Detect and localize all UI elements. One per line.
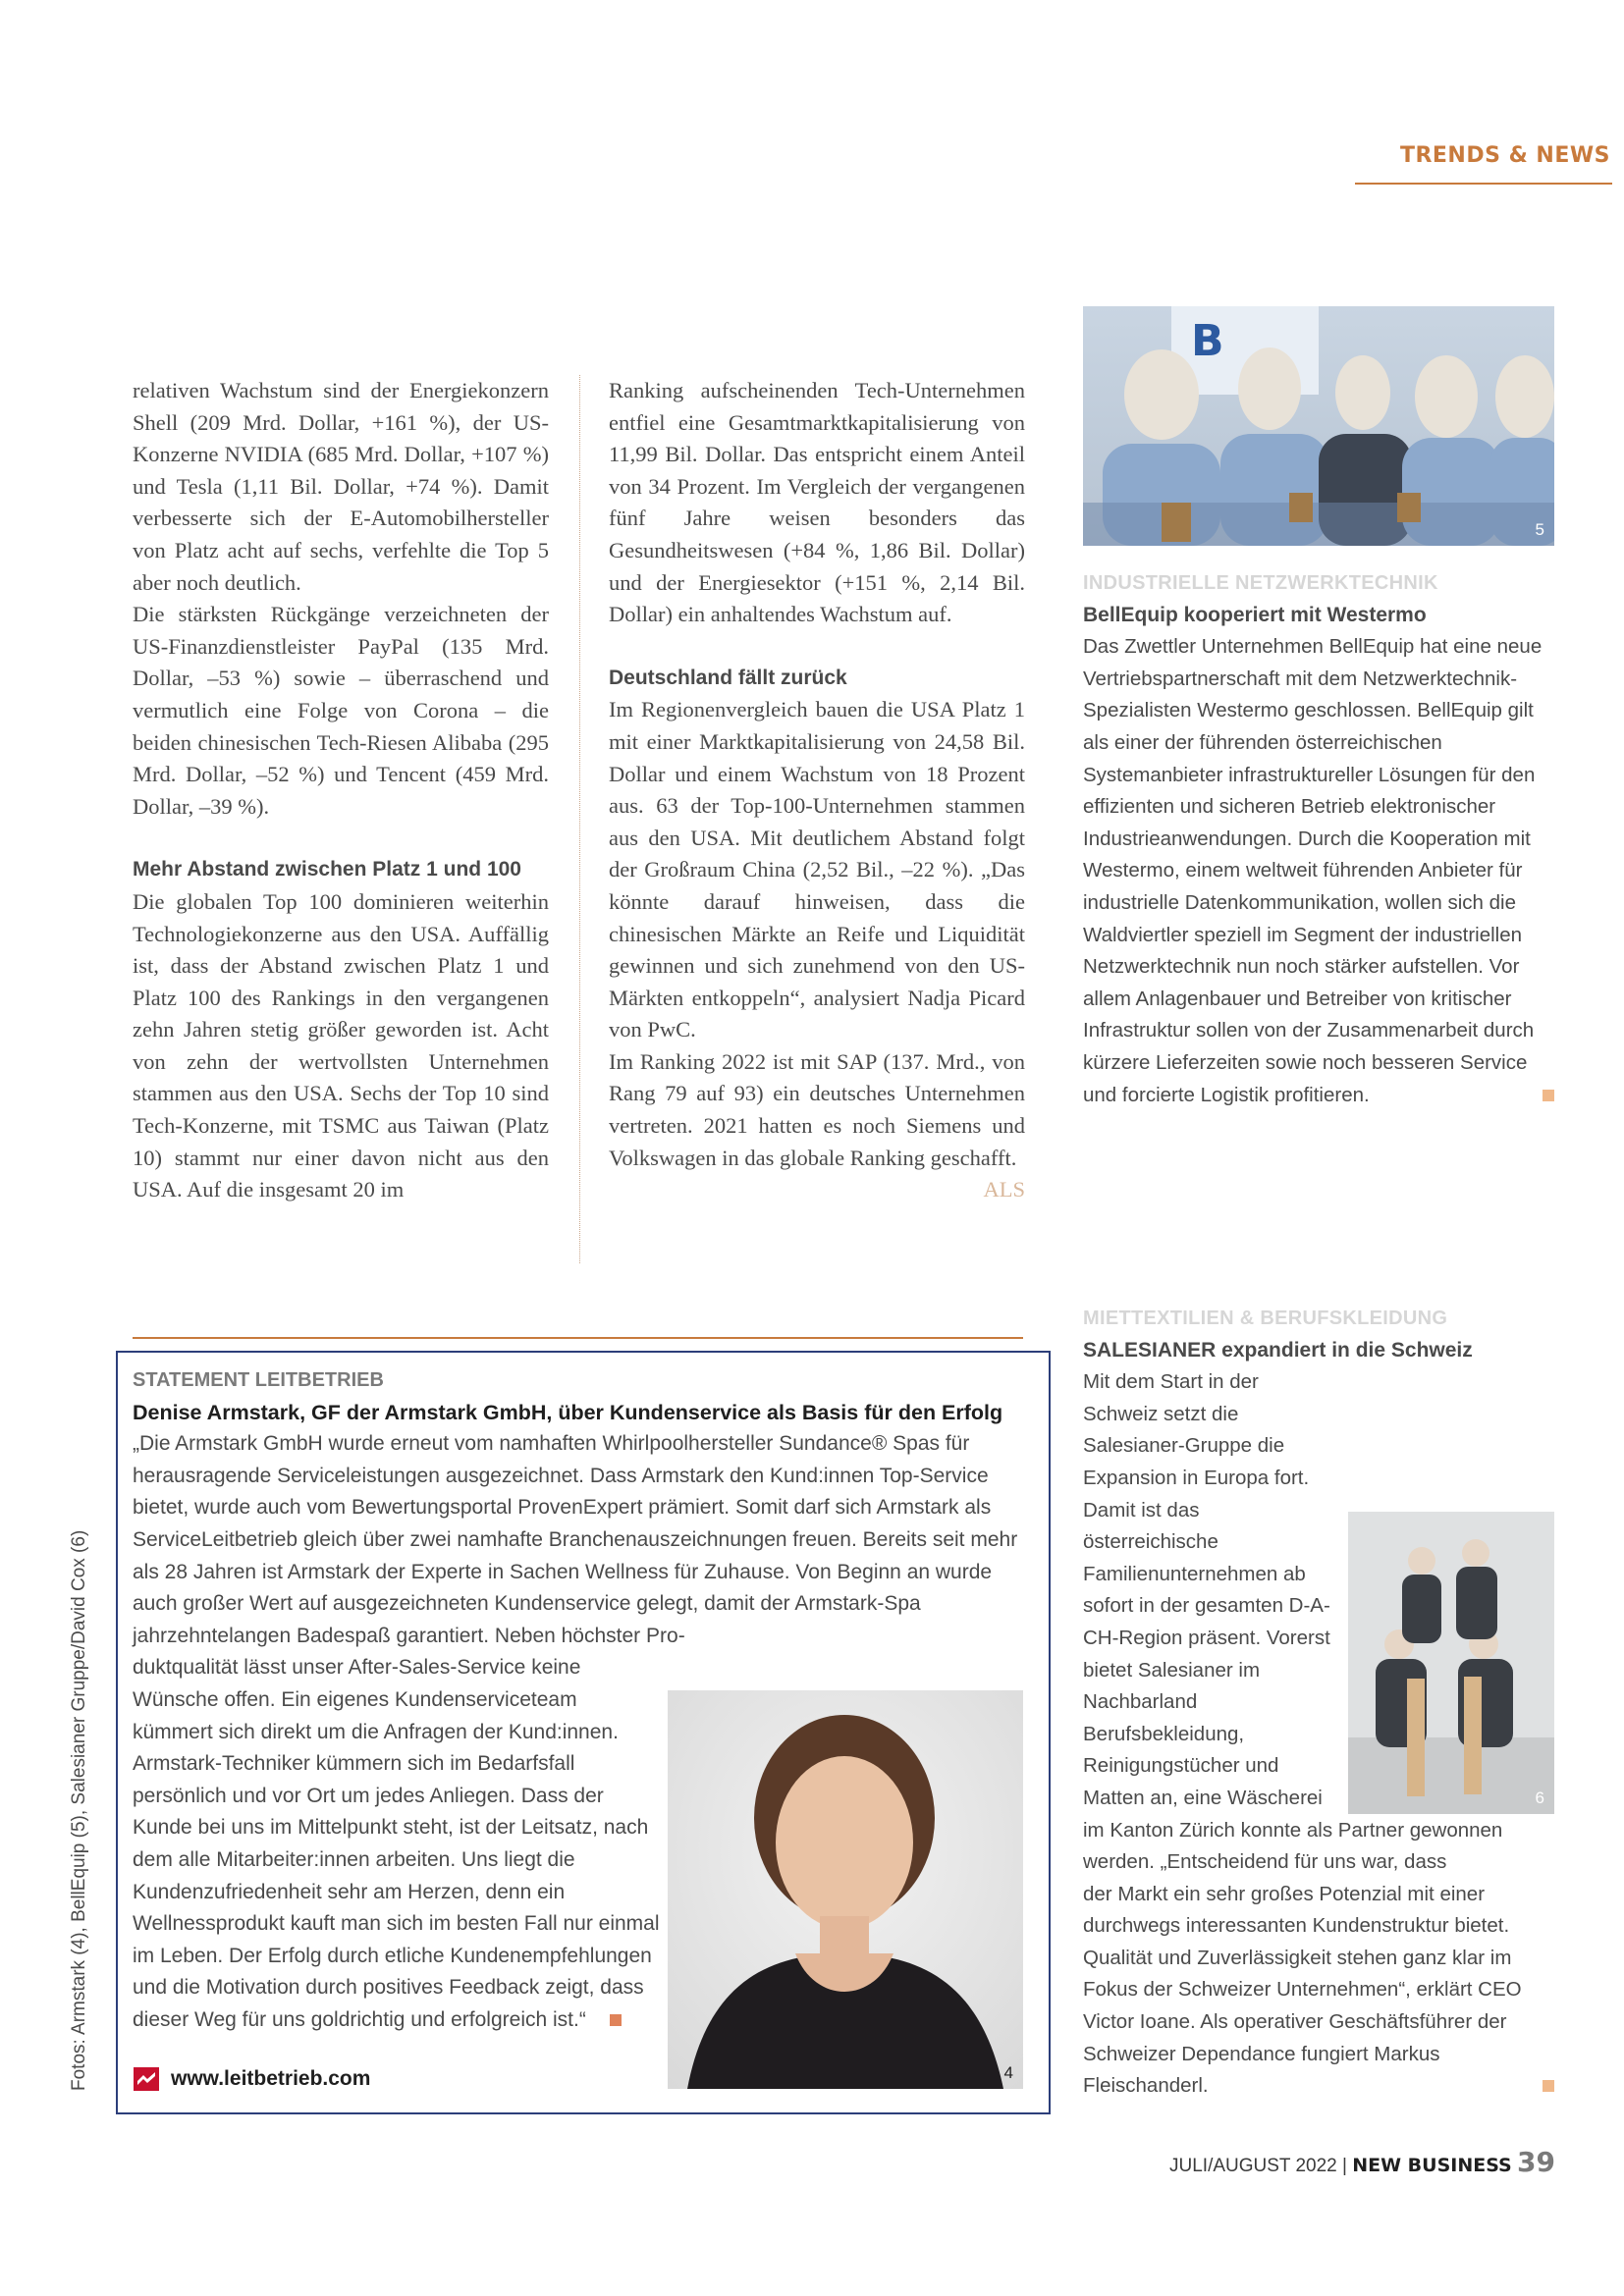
article-paragraph: Im Regionenvergleich bauen die USA Platz 1 mit einer Marktkapitalisierung von 24,58 Bil. Dollar und einem Wachstum von 18 Prozent aus. 63 der Top-100-Unternehmen stammen aus den USA. Mit deutlichem Abstand folgt der Großraum China (2,52 Bil., –22 %). „Das könnte darauf hinweisen, dass die chinesischen Märkte an Reife und Liquidität gewinnen und sich zunehmend von den US-Märkten entkoppeln“, analysiert Nadja Picard von PwC. [609,697,1025,1042]
article-column-1 [133,375,549,1206]
statement-body: duktqualität lässt unser After-Sales-Service keine Wünsche offen. Ein eigenes Kundenserviceteam kümmert sich direkt um die Anfragen der Kund:innen. Armstark-Techniker kümmern sich im Bedarfsfall persönlich und vor Ort um jedes Anliegen. Dass der Kunde bei uns im Mittelpunkt steht, ist der Leitsatz, nach dem alle Mitarbeiter:innen arbeiten. Uns liegt die Kundenzufriedenheit sehr am Herzen, denn ein Wellnessprodukt kauft man sich im besten Fall nur einmal im Leben. Der Erfolg durch etliche Kundenempfehlungen und die Motivation durch positives Feedback zeigt, dass dieser Weg für uns goldrichtig und erfolgreich ist.“ [133,1656,660,2031]
salesianer-team-photo [1348,1512,1554,1814]
statement-headline: Denise Armstark, GF der Armstark GmbH, über Kundenservice als Basis für den Erfolg [133,1400,1003,1424]
end-mark-icon [1543,2080,1554,2092]
photo-number: 5 [1535,520,1544,539]
page-footer [1169,2146,1555,2178]
story-kicker: MIETTEXTILIEN & BERUFSKLEIDUNG [1083,1308,1448,1329]
footer-separator: | [1342,2156,1347,2176]
group-photo-image [1083,306,1554,546]
group-photo-image [1348,1512,1554,1814]
photo-number: 6 [1535,1789,1544,1807]
website-link[interactable]: www.leitbetrieb.com [171,2067,371,2090]
portrait-image [668,1690,1023,2089]
story-body: Das Zwettler Unternehmen BellEquip hat eine neue Vertriebspartnerschaft mit dem Netzwerktechnik-Spezialisten Westermo geschlossen. BellEquip gilt als einer der führenden österreichischen Systemanbieter infrastruktureller Lösungen für den effizienten und sicheren Betrieb elektronischer Industrieanwendungen. Durch die Kooperation mit Westermo, einem weltweit führenden Anbieter für industrielle Datenkommunikation, wollen sich die Waldviertler speziell im Segment der industriellen Netzwerktechnik nun noch stärker aufstellen. Vor allem Anlagenbauer und Betreiber von kritischer Infrastruktur sollen von der Zusammenarbeit durch kürzere Lieferzeiten sowie noch besseren Service und forcierte Logistik profitieren. [1083,631,1554,1111]
portrait-photo [668,1690,1023,2089]
photo-number: 4 [1003,2063,1013,2082]
section-tag: TRENDS & NEWS [1399,143,1610,168]
article-paragraph: Ranking aufscheinenden Tech-Unternehmen entfiel eine Gesamtmarktkapitalisierung von 11,99 Bil. Dollar. Das entspricht einem Anteil von 34 Prozent. Im Vergleich der vergangenen fünf Jahre weisen besonders das Gesundheitswesen (+84 %, 1,86 Bil. Dollar) und der Energiesektor (+151 %, 2,14 Bil. Dollar) ein anhaltendes Wachstum auf. [609,378,1025,627]
article-column-2 [609,375,1025,1206]
article-subheading: Mehr Abstand zwischen Platz 1 und 100 [133,858,521,881]
author-signature: ALS [983,1177,1025,1202]
article-paragraph: relativen Wachstum sind der Energiekonzern Shell (209 Mrd. Dollar, +161 %), der US-Konzerne NVIDIA (685 Mrd. Dollar, +107 %) und Tesla (1,11 Bil. Dollar, +74 %). Damit verbesserte sich der E-Automobilhersteller von Platz acht auf sechs, verfehlte die Top 5 aber noch deutlich. [133,378,549,595]
page-number: 39 [1517,2146,1555,2178]
photo-credit: Fotos: Armstark (4), BellEquip (5), Salesianer Gruppe/David Cox (6) [69,1529,89,2091]
story-body: Mit dem Start in der Schweiz setzt die Salesianer-Gruppe die Expansion in Europa fort. Damit ist das österreichische Familienunternehmen ab sofort in der gesamten D-A-CH-Region präsent. Vorerst bietet Salesianer im Nachbarland Berufsbekleidung, Reinigungstücher und Matten an, eine Wäscherei im Kanton Zürich konnte als Partner gewonnen werden. „Entscheidend für uns war, dass [1083,1370,1503,1874]
article-paragraph: Die stärksten Rückgänge verzeichneten der US-Finanzdienstleister PayPal (135 Mrd. Dollar, –53 %) sowie – überraschend und vermutlich eine Folge von Corona – die beiden chinesischen Tech-Riesen Alibaba (295 Mrd. Dollar, –52 %) und Tencent (459 Mrd. Dollar, –39 %). [133,602,549,819]
svg-text:B: B [1191,316,1224,366]
story-body: der Markt ein sehr großes Potenzial mit einer durchwegs interessanten Kundenstruktur bietet. Qualität und Zuverlässigkeit stehen ganz klar im Fokus der Schweizer Unternehmen“, erklärt CEO Victor Ioane. Als operativer Geschäftsführer der Schweizer Dependance fungiert Markus Fleischanderl. [1083,1879,1554,2103]
side-story-belleqip [1083,567,1554,1111]
story-kicker: INDUSTRIELLE NETZWERKTECHNIK [1083,572,1438,594]
article-subheading: Deutschland fällt zurück [609,666,847,689]
end-mark-icon [610,2014,622,2026]
statement-body: „Die Armstark GmbH wurde erneut vom namhaften Whirlpoolhersteller Sundance® Spas für herausragende Serviceleistungen ausgezeichnet. Dass Armstark den Kund:innen Top-Service bietet, wurde auch vom Bewertungsportal ProvenExpert prämiert. Somit darf sich Armstark als ServiceLeitbetrieb gleich über zwei namhafte Branchenauszeichnungen freuen. Bereits seit mehr als 28 Jahren ist Armstark der Experte in Sachen Wellness für Zuhause. Von Beginn an wurde auch großer Wert auf ausgezeichneten Kundenservice gelegt, damit der Armstark-Spa jahrzehntelangen Badespaß garantiert. Neben höchster Pro- [133,1432,1018,1647]
article-paragraph: Die globalen Top 100 dominieren weiterhin Technologiekonzerne aus den USA. Auffällig ist, dass der Abstand zwischen Platz 1 und Platz 100 des Rankings in den vergangenen zehn Jahren stetig größer geworden ist. Acht von zehn der wertvollsten Unternehmen stammen aus den USA. Sechs der Top 10 sind Tech-Konzerne, mit TSMC aus Taiwan (Platz 10) stammt nur einer davon nicht aus den USA. Auf die insgesamt 20 im [133,888,549,1202]
article-paragraph: Im Ranking 2022 ist mit SAP (137. Mrd., von Rang 79 auf 93) ein deutsches Unternehmen vertreten. 2021 hatten es noch Siemens und Volkswagen in das globale Ranking geschafft. ALS [609,1046,1025,1174]
issue-date: JULI/AUGUST 2022 [1169,2156,1337,2176]
end-mark-icon [1543,1090,1554,1101]
statement-kicker: STATEMENT LEITBETRIEB [133,1369,384,1391]
belleqip-team-photo [1083,306,1554,546]
story-headline: BellEquip kooperiert mit Westermo [1083,603,1427,626]
section-underline [1355,183,1612,185]
magazine-brand: NEW BUSINESS [1352,2155,1512,2176]
separator-rule [133,1337,1023,1339]
column-divider [579,375,580,1263]
story-headline: SALESIANER expandiert in die Schweiz [1083,1338,1473,1362]
leitbetrieb-logo-icon [134,2067,159,2091]
